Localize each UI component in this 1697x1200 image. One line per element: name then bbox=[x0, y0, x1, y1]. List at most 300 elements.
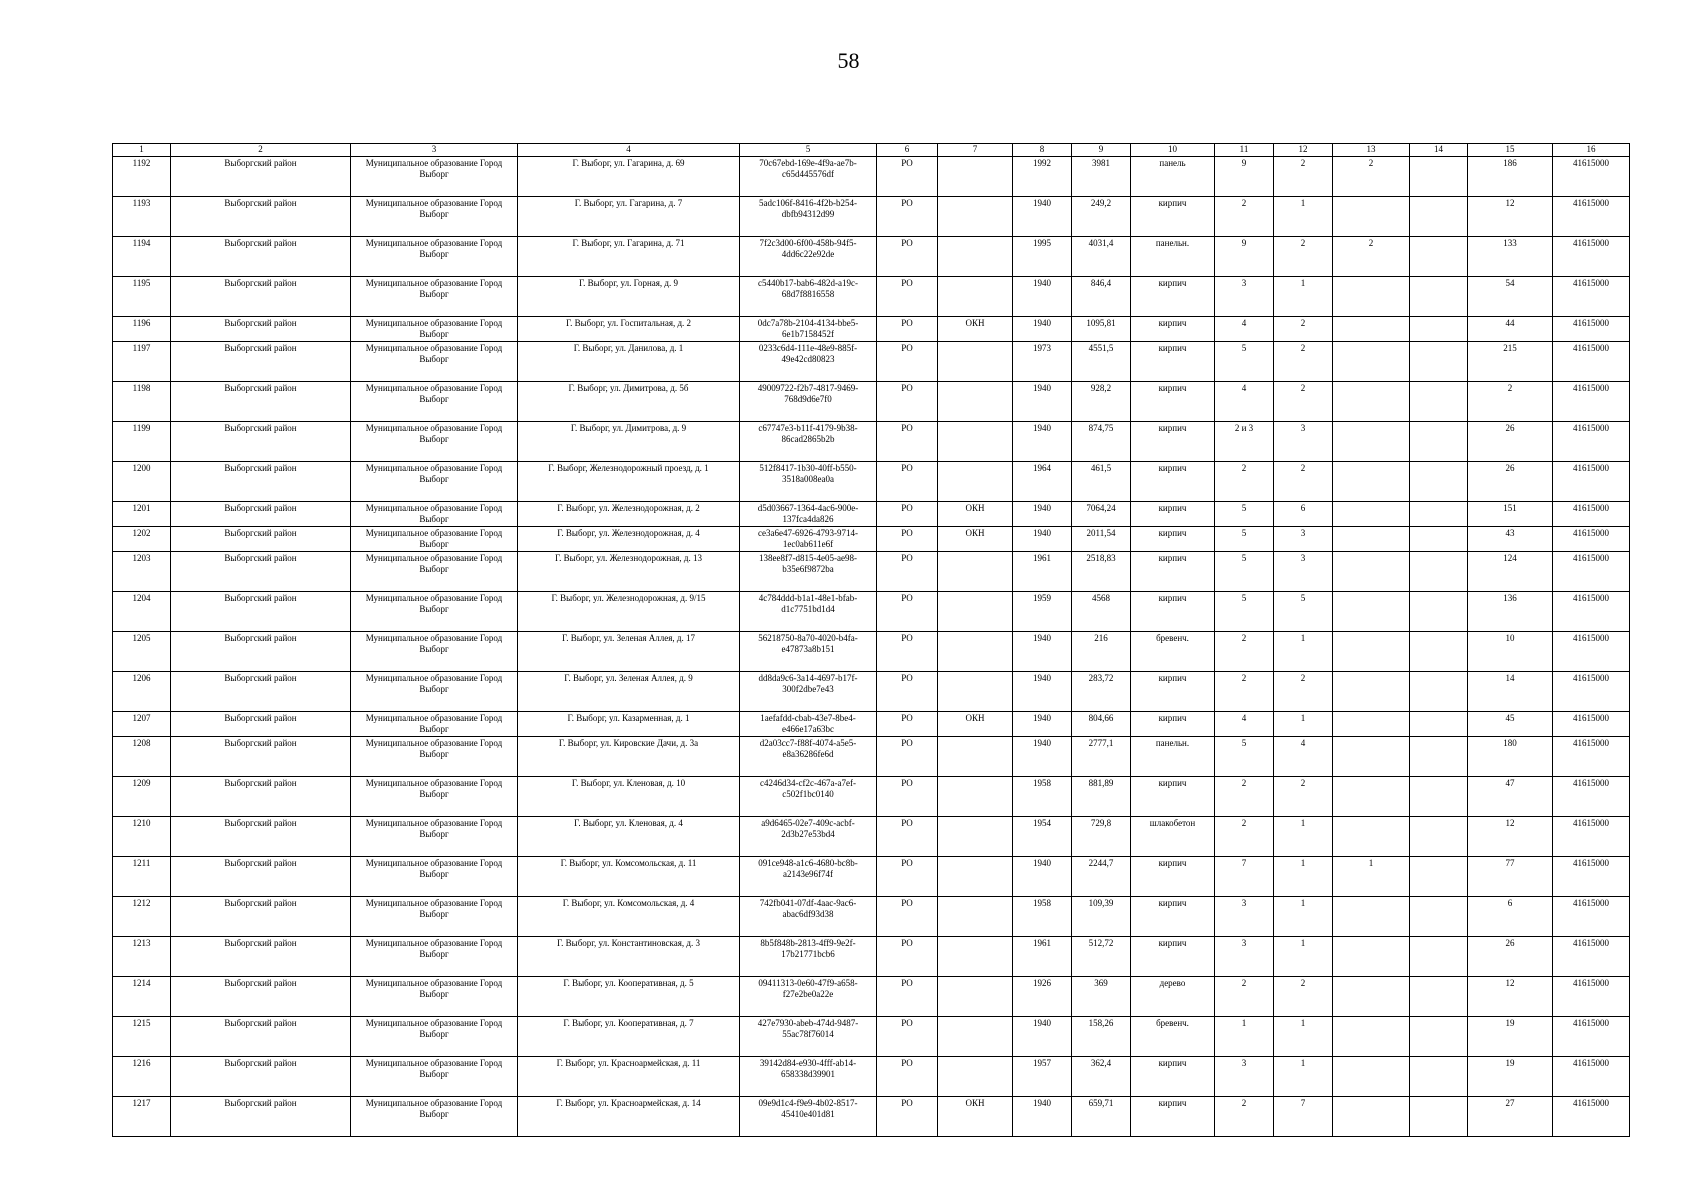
table-cell: 49009722-f2b7-4817-9469-768d9d6e7f0 bbox=[740, 382, 877, 422]
table-cell: 2 bbox=[1274, 777, 1333, 817]
table-cell: Выборгский район bbox=[171, 592, 351, 632]
table-cell: 1 bbox=[1274, 897, 1333, 937]
table-cell: 41615000 bbox=[1553, 317, 1630, 342]
table-cell bbox=[1333, 382, 1410, 422]
table-cell: РО bbox=[877, 462, 938, 502]
table-cell: Муниципальное образование Город Выборг bbox=[351, 592, 518, 632]
table-cell: Г. Выборг, ул. Зеленая Аллея, д. 9 bbox=[518, 672, 740, 712]
table-cell: c4246d34-cf2c-467a-a7ef-c502f1bc0140 bbox=[740, 777, 877, 817]
table-cell bbox=[1333, 897, 1410, 937]
table-row bbox=[113, 527, 1630, 552]
table-cell: 5adc106f-8416-4f2b-b254-dbfb94312d99 bbox=[740, 197, 877, 237]
table-cell: 41615000 bbox=[1553, 777, 1630, 817]
table-cell bbox=[938, 817, 1013, 857]
table-cell: Г. Выборг, ул. Гагарина, д. 7 bbox=[518, 197, 740, 237]
table-cell: 1194 bbox=[113, 237, 171, 277]
table-cell: 1211 bbox=[113, 857, 171, 897]
table-row bbox=[113, 857, 1630, 897]
table-cell: 1940 bbox=[1013, 632, 1072, 672]
table-cell: 41615000 bbox=[1553, 462, 1630, 502]
table-cell: 5 bbox=[1215, 527, 1274, 552]
table-cell: Г. Выборг, ул. Кленовая, д. 4 bbox=[518, 817, 740, 857]
table-cell: кирпич bbox=[1131, 277, 1215, 317]
table-cell: 5 bbox=[1215, 552, 1274, 592]
table-cell: 7 bbox=[1274, 1097, 1333, 1137]
table-cell: 4 bbox=[1215, 382, 1274, 422]
table-cell bbox=[1333, 342, 1410, 382]
table-row bbox=[113, 632, 1630, 672]
table-row bbox=[113, 382, 1630, 422]
table-cell: Выборгский район bbox=[171, 777, 351, 817]
table-cell: Выборгский район bbox=[171, 897, 351, 937]
table-cell: d5d03667-1364-4ac6-900e-137fca4da826 bbox=[740, 502, 877, 527]
table-cell: Выборгский район bbox=[171, 712, 351, 737]
table-cell: Выборгский район bbox=[171, 937, 351, 977]
table-cell: РО bbox=[877, 897, 938, 937]
table-cell: 1940 bbox=[1013, 1097, 1072, 1137]
table-cell: Муниципальное образование Город Выборг bbox=[351, 157, 518, 197]
table-cell: Муниципальное образование Город Выборг bbox=[351, 712, 518, 737]
table-cell: 9 bbox=[1215, 237, 1274, 277]
table-cell: РО bbox=[877, 737, 938, 777]
table-row bbox=[113, 342, 1630, 382]
table-cell bbox=[1410, 157, 1468, 197]
table-cell bbox=[1410, 712, 1468, 737]
table-cell: 2 bbox=[1274, 672, 1333, 712]
table-cell: 1aefafdd-cbab-43e7-8be4-e466e17a63bc bbox=[740, 712, 877, 737]
table-cell bbox=[938, 422, 1013, 462]
table-cell bbox=[1410, 857, 1468, 897]
table-cell: 138ee8f7-d815-4e05-ae98-b35e6f9872ba bbox=[740, 552, 877, 592]
table-cell: 5 bbox=[1215, 592, 1274, 632]
table-cell bbox=[1410, 672, 1468, 712]
table-cell: РО bbox=[877, 977, 938, 1017]
table-cell: РО bbox=[877, 342, 938, 382]
table-cell: Муниципальное образование Город Выборг bbox=[351, 1017, 518, 1057]
table-row bbox=[113, 1017, 1630, 1057]
table-cell: Выборгский район bbox=[171, 977, 351, 1017]
table-cell: 3 bbox=[1215, 897, 1274, 937]
table-cell: кирпич bbox=[1131, 382, 1215, 422]
table-cell bbox=[938, 197, 1013, 237]
table-cell: 2244,7 bbox=[1072, 857, 1131, 897]
table-cell: Г. Выборг, ул. Димитрова, д. 5б bbox=[518, 382, 740, 422]
table-cell bbox=[1410, 777, 1468, 817]
table-cell: 2 bbox=[1274, 462, 1333, 502]
housing-table bbox=[112, 143, 1630, 1137]
table-body bbox=[113, 157, 1630, 1137]
table-cell: 109,39 bbox=[1072, 897, 1131, 937]
table-cell: 43 bbox=[1468, 527, 1553, 552]
table-cell: Выборгский район bbox=[171, 422, 351, 462]
table-cell bbox=[1333, 937, 1410, 977]
table-cell: кирпич bbox=[1131, 712, 1215, 737]
table-cell: Г. Выборг, ул. Константиновская, д. 3 bbox=[518, 937, 740, 977]
table-cell: РО bbox=[877, 1057, 938, 1097]
table-row bbox=[113, 1057, 1630, 1097]
table-cell: 1 bbox=[1215, 1017, 1274, 1057]
table-cell bbox=[938, 382, 1013, 422]
table-cell: 1202 bbox=[113, 527, 171, 552]
table-cell: Муниципальное образование Город Выборг bbox=[351, 977, 518, 1017]
table-cell: 1198 bbox=[113, 382, 171, 422]
table-cell: Г. Выборг, ул. Гагарина, д. 69 bbox=[518, 157, 740, 197]
table-row bbox=[113, 897, 1630, 937]
table-cell: РО bbox=[877, 277, 938, 317]
table-cell: 4551,5 bbox=[1072, 342, 1131, 382]
table-cell: 6 bbox=[1468, 897, 1553, 937]
table-cell: 216 bbox=[1072, 632, 1131, 672]
table-cell: 70c67ebd-169e-4f9a-ae7b-c65d445576df bbox=[740, 157, 877, 197]
table-cell: 9 bbox=[1215, 157, 1274, 197]
table-cell: 1961 bbox=[1013, 552, 1072, 592]
table-cell: РО bbox=[877, 937, 938, 977]
table-cell: Г. Выборг, ул. Красноармейская, д. 14 bbox=[518, 1097, 740, 1137]
column-header: 2 bbox=[171, 144, 351, 157]
table-header-row bbox=[113, 144, 1630, 157]
table-cell: Г. Выборг, ул. Красноармейская, д. 11 bbox=[518, 1057, 740, 1097]
table-cell: кирпич bbox=[1131, 1057, 1215, 1097]
column-header: 12 bbox=[1274, 144, 1333, 157]
table-cell: 4 bbox=[1215, 317, 1274, 342]
table-cell: 2 bbox=[1215, 977, 1274, 1017]
table-cell bbox=[1333, 777, 1410, 817]
table-cell: 1 bbox=[1333, 857, 1410, 897]
table-cell bbox=[1333, 317, 1410, 342]
table-cell: Г. Выборг, ул. Кооперативная, д. 5 bbox=[518, 977, 740, 1017]
table-cell: РО bbox=[877, 712, 938, 737]
table-cell: РО bbox=[877, 777, 938, 817]
table-cell: ОКН bbox=[938, 527, 1013, 552]
table-cell: 6 bbox=[1274, 502, 1333, 527]
table-cell bbox=[1410, 317, 1468, 342]
table-cell bbox=[1410, 422, 1468, 462]
table-cell: 1 bbox=[1274, 817, 1333, 857]
table-cell: 12 bbox=[1468, 817, 1553, 857]
table-cell: 3 bbox=[1215, 277, 1274, 317]
table-cell: 215 bbox=[1468, 342, 1553, 382]
table-cell: Муниципальное образование Город Выборг bbox=[351, 277, 518, 317]
table-cell: РО bbox=[877, 157, 938, 197]
table-cell: 12 bbox=[1468, 197, 1553, 237]
table-cell: 41615000 bbox=[1553, 737, 1630, 777]
table-cell: 1214 bbox=[113, 977, 171, 1017]
table-cell: 41615000 bbox=[1553, 817, 1630, 857]
table-cell bbox=[938, 632, 1013, 672]
table-cell: 1940 bbox=[1013, 502, 1072, 527]
table-cell: 874,75 bbox=[1072, 422, 1131, 462]
table-cell: Муниципальное образование Город Выборг bbox=[351, 777, 518, 817]
table-cell: Выборгский район bbox=[171, 342, 351, 382]
table-cell bbox=[1410, 817, 1468, 857]
table-cell bbox=[938, 462, 1013, 502]
table-cell: 2 bbox=[1274, 237, 1333, 277]
table-cell: 41615000 bbox=[1553, 632, 1630, 672]
table-row bbox=[113, 592, 1630, 632]
table-cell: 2 bbox=[1468, 382, 1553, 422]
column-header: 3 bbox=[351, 144, 518, 157]
table-cell bbox=[1333, 672, 1410, 712]
table-cell: Муниципальное образование Город Выборг bbox=[351, 857, 518, 897]
table-cell: РО bbox=[877, 1017, 938, 1057]
table-cell: 1215 bbox=[113, 1017, 171, 1057]
table-cell bbox=[1410, 342, 1468, 382]
table-cell bbox=[938, 237, 1013, 277]
table-row bbox=[113, 777, 1630, 817]
table-cell: кирпич bbox=[1131, 527, 1215, 552]
table-cell: c5440b17-bab6-482d-a19c-68d7f8816558 bbox=[740, 277, 877, 317]
table-cell: 0233c6d4-111e-48e9-885f-49e42cd80823 bbox=[740, 342, 877, 382]
table-cell: Г. Выборг, ул. Казарменная, д. 1 bbox=[518, 712, 740, 737]
column-header: 13 bbox=[1333, 144, 1410, 157]
table-cell: Муниципальное образование Город Выборг bbox=[351, 817, 518, 857]
table-cell: 56218750-8a70-4020-b4fa-e47873a8b151 bbox=[740, 632, 877, 672]
column-header: 10 bbox=[1131, 144, 1215, 157]
table-cell: 362,4 bbox=[1072, 1057, 1131, 1097]
table-cell bbox=[1333, 502, 1410, 527]
column-header: 7 bbox=[938, 144, 1013, 157]
table-row bbox=[113, 712, 1630, 737]
table-cell: 41615000 bbox=[1553, 592, 1630, 632]
table-cell: 0dc7a78b-2104-4134-bbe5-6e1b7158452f bbox=[740, 317, 877, 342]
table-cell: 5 bbox=[1215, 737, 1274, 777]
table-cell bbox=[1333, 1057, 1410, 1097]
table-cell bbox=[1333, 462, 1410, 502]
table-cell: 461,5 bbox=[1072, 462, 1131, 502]
table-cell: 1940 bbox=[1013, 197, 1072, 237]
table-cell: 3 bbox=[1274, 422, 1333, 462]
table-cell bbox=[1410, 632, 1468, 672]
table-cell: панель bbox=[1131, 157, 1215, 197]
table-cell: Выборгский район bbox=[171, 857, 351, 897]
table-cell bbox=[938, 1017, 1013, 1057]
table-cell: 3 bbox=[1274, 527, 1333, 552]
table-cell: 1940 bbox=[1013, 277, 1072, 317]
table-cell: 1 bbox=[1274, 1057, 1333, 1097]
table-cell: кирпич bbox=[1131, 197, 1215, 237]
table-cell: кирпич bbox=[1131, 897, 1215, 937]
column-header: 11 bbox=[1215, 144, 1274, 157]
table-cell: кирпич bbox=[1131, 592, 1215, 632]
table-row bbox=[113, 977, 1630, 1017]
table-cell bbox=[1333, 737, 1410, 777]
table-cell: кирпич bbox=[1131, 502, 1215, 527]
table-cell: Муниципальное образование Город Выборг bbox=[351, 197, 518, 237]
table-cell: 3981 bbox=[1072, 157, 1131, 197]
table-cell: Выборгский район bbox=[171, 157, 351, 197]
table-cell: 1 bbox=[1274, 712, 1333, 737]
table-cell: 7064,24 bbox=[1072, 502, 1131, 527]
table-cell: c67747e3-b11f-4179-9b38-86cad2865b2b bbox=[740, 422, 877, 462]
table-cell: 5 bbox=[1274, 592, 1333, 632]
table-cell: 44 bbox=[1468, 317, 1553, 342]
table-cell: 427e7930-abeb-474d-9487-55ac78f76014 bbox=[740, 1017, 877, 1057]
table-cell: 512,72 bbox=[1072, 937, 1131, 977]
table-cell: 1940 bbox=[1013, 527, 1072, 552]
table-cell: 1 bbox=[1274, 937, 1333, 977]
column-header: 4 bbox=[518, 144, 740, 157]
table-cell bbox=[1410, 502, 1468, 527]
table-cell bbox=[1333, 197, 1410, 237]
table-cell: Выборгский район bbox=[171, 197, 351, 237]
table-cell: 1995 bbox=[1013, 237, 1072, 277]
table-cell: 41615000 bbox=[1553, 1017, 1630, 1057]
table-cell: 1940 bbox=[1013, 382, 1072, 422]
table-cell bbox=[1333, 977, 1410, 1017]
table-cell bbox=[1410, 977, 1468, 1017]
table-row bbox=[113, 1097, 1630, 1137]
table-cell: 41615000 bbox=[1553, 552, 1630, 592]
table-row bbox=[113, 422, 1630, 462]
table-cell: 77 bbox=[1468, 857, 1553, 897]
table-cell: РО bbox=[877, 422, 938, 462]
table-cell: 4568 bbox=[1072, 592, 1131, 632]
table-row bbox=[113, 552, 1630, 592]
table-cell: 1195 bbox=[113, 277, 171, 317]
table-cell: 1 bbox=[1274, 277, 1333, 317]
table-row bbox=[113, 157, 1630, 197]
table-cell: 2 bbox=[1274, 157, 1333, 197]
table-cell: 41615000 bbox=[1553, 382, 1630, 422]
table-cell: 1 bbox=[1274, 1017, 1333, 1057]
table-cell: 3 bbox=[1215, 937, 1274, 977]
table-cell: Муниципальное образование Город Выборг bbox=[351, 422, 518, 462]
table-cell: 41615000 bbox=[1553, 527, 1630, 552]
table-cell: кирпич bbox=[1131, 342, 1215, 382]
column-header: 6 bbox=[877, 144, 938, 157]
table-cell: d2a03cc7-f88f-4074-a5e5-e8a36286fe6d bbox=[740, 737, 877, 777]
table-cell: 41615000 bbox=[1553, 237, 1630, 277]
table-cell: Г. Выборг, ул. Зеленая Аллея, д. 17 bbox=[518, 632, 740, 672]
table-cell: Муниципальное образование Город Выборг bbox=[351, 737, 518, 777]
table-cell: ОКН bbox=[938, 317, 1013, 342]
table-cell: Выборгский район bbox=[171, 317, 351, 342]
table-cell: кирпич bbox=[1131, 462, 1215, 502]
table-cell: РО bbox=[877, 817, 938, 857]
table-cell bbox=[1333, 552, 1410, 592]
table-cell: 2011,54 bbox=[1072, 527, 1131, 552]
table-cell: 1954 bbox=[1013, 817, 1072, 857]
table-cell: РО bbox=[877, 527, 938, 552]
table-cell bbox=[1410, 737, 1468, 777]
table-cell: 41615000 bbox=[1553, 937, 1630, 977]
table-cell: Г. Выборг, ул. Железнодорожная, д. 13 bbox=[518, 552, 740, 592]
table-cell: Муниципальное образование Город Выборг bbox=[351, 317, 518, 342]
table-cell: РО bbox=[877, 632, 938, 672]
table-cell: 09411313-0e60-47f9-a658-f27e2be0a22e bbox=[740, 977, 877, 1017]
table-cell: 8b5f848b-2813-4ff9-9e2f-17b21771bcb6 bbox=[740, 937, 877, 977]
table-cell: 1 bbox=[1274, 632, 1333, 672]
table-cell: 26 bbox=[1468, 462, 1553, 502]
table-cell: РО bbox=[877, 197, 938, 237]
table-cell: шлакобетон bbox=[1131, 817, 1215, 857]
table-cell: 1205 bbox=[113, 632, 171, 672]
table-cell: Выборгский район bbox=[171, 237, 351, 277]
table-cell bbox=[938, 672, 1013, 712]
table-cell: 2777,1 bbox=[1072, 737, 1131, 777]
table-cell: 846,4 bbox=[1072, 277, 1131, 317]
table-cell: 4031,4 bbox=[1072, 237, 1131, 277]
table-cell: 1959 bbox=[1013, 592, 1072, 632]
table-cell: 124 bbox=[1468, 552, 1553, 592]
table-cell: Выборгский район bbox=[171, 527, 351, 552]
table-cell: 7 bbox=[1215, 857, 1274, 897]
table-cell bbox=[1410, 1057, 1468, 1097]
table-cell: Муниципальное образование Город Выборг bbox=[351, 382, 518, 422]
table-cell: 26 bbox=[1468, 937, 1553, 977]
column-header: 8 bbox=[1013, 144, 1072, 157]
table-row bbox=[113, 817, 1630, 857]
table-cell: Муниципальное образование Город Выборг bbox=[351, 342, 518, 382]
table-cell: ce3a6e47-6926-4793-9714-1ec0ab611e6f bbox=[740, 527, 877, 552]
table-cell: Выборгский район bbox=[171, 462, 351, 502]
table-cell: 1940 bbox=[1013, 317, 1072, 342]
table-cell: 1 bbox=[1274, 197, 1333, 237]
table-cell: 180 bbox=[1468, 737, 1553, 777]
table-cell: кирпич bbox=[1131, 317, 1215, 342]
table-cell: РО bbox=[877, 552, 938, 592]
table-cell: 881,89 bbox=[1072, 777, 1131, 817]
table-cell: 41615000 bbox=[1553, 897, 1630, 937]
table-cell: 1196 bbox=[113, 317, 171, 342]
table-cell: 41615000 bbox=[1553, 157, 1630, 197]
table-cell bbox=[938, 157, 1013, 197]
table-cell: 186 bbox=[1468, 157, 1553, 197]
table-cell bbox=[1410, 592, 1468, 632]
table-cell: 1206 bbox=[113, 672, 171, 712]
table-cell: 1192 bbox=[113, 157, 171, 197]
table-row bbox=[113, 462, 1630, 502]
table-cell bbox=[1410, 1017, 1468, 1057]
table-cell: 3 bbox=[1215, 1057, 1274, 1097]
table-cell: 1940 bbox=[1013, 1017, 1072, 1057]
table-cell bbox=[1410, 382, 1468, 422]
table-cell: Муниципальное образование Город Выборг bbox=[351, 462, 518, 502]
table-cell: Выборгский район bbox=[171, 632, 351, 672]
table-cell: Г. Выборг, ул. Комсомольская, д. 4 bbox=[518, 897, 740, 937]
table-cell: РО bbox=[877, 317, 938, 342]
table-cell: 2 bbox=[1274, 317, 1333, 342]
table-row bbox=[113, 317, 1630, 342]
table-cell: 1992 bbox=[1013, 157, 1072, 197]
table-cell: 928,2 bbox=[1072, 382, 1131, 422]
table-cell bbox=[938, 977, 1013, 1017]
table-row bbox=[113, 237, 1630, 277]
table-cell: Выборгский район bbox=[171, 1057, 351, 1097]
table-cell: Выборгский район bbox=[171, 1017, 351, 1057]
table-cell: 1940 bbox=[1013, 737, 1072, 777]
table-cell: 10 bbox=[1468, 632, 1553, 672]
table-cell: Г. Выборг, ул. Железнодорожная, д. 2 bbox=[518, 502, 740, 527]
table-cell: кирпич bbox=[1131, 857, 1215, 897]
table-cell: 1207 bbox=[113, 712, 171, 737]
table-cell: 369 bbox=[1072, 977, 1131, 1017]
table-cell: 41615000 bbox=[1553, 342, 1630, 382]
table-cell: кирпич bbox=[1131, 777, 1215, 817]
table-cell: 41615000 bbox=[1553, 277, 1630, 317]
table-cell: 2 bbox=[1215, 817, 1274, 857]
table-cell: 39142d84-e930-4fff-ab14-658338d39901 bbox=[740, 1057, 877, 1097]
table-cell: 1940 bbox=[1013, 422, 1072, 462]
table-cell bbox=[1410, 552, 1468, 592]
table-cell: 1964 bbox=[1013, 462, 1072, 502]
table-cell: 742fb041-07df-4aac-9ac6-abac6df93d38 bbox=[740, 897, 877, 937]
table-cell: Выборгский район bbox=[171, 737, 351, 777]
table-cell: 1199 bbox=[113, 422, 171, 462]
table-cell: 2 bbox=[1274, 342, 1333, 382]
table-cell: 1926 bbox=[1013, 977, 1072, 1017]
table-cell: панельн. bbox=[1131, 237, 1215, 277]
